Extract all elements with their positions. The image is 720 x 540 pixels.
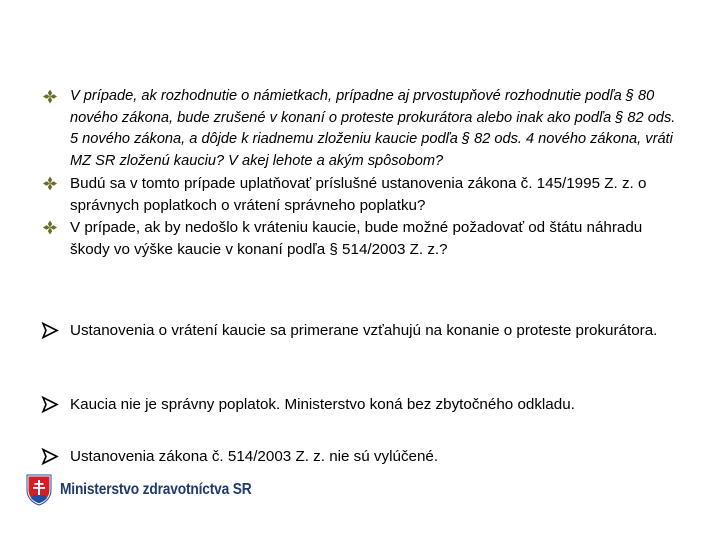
list-item bbox=[40, 86, 680, 172]
answer-text: Ustanovenia o vrátení kaucie sa primerane vzťahujú na konanie o proteste prokurátora. bbox=[70, 322, 658, 339]
slovak-coat-of-arms-icon bbox=[26, 474, 52, 506]
ministry-name: Ministerstvo zdravotníctva SR bbox=[60, 481, 252, 498]
ministry-logo bbox=[26, 474, 283, 506]
answer-item bbox=[40, 446, 680, 468]
diamond-bullet-icon bbox=[40, 173, 60, 194]
answer-item bbox=[40, 394, 680, 416]
list-item bbox=[40, 173, 680, 216]
answer-text: Ustanovenia zákona č. 514/2003 Z. z. nie sú vylúčené. bbox=[70, 448, 439, 465]
question-list bbox=[40, 86, 680, 260]
arrow-bullet-icon bbox=[40, 446, 60, 467]
question-text: V prípade, ak by nedošlo k vráteniu kaucie, bude možné požadovať od štátu náhradu škody vo výške kaucie v konaní podľa § 514/2003 Z. z.? bbox=[70, 219, 643, 258]
question-text: Budú sa v tomto prípade uplatňovať príslušné ustanovenia zákona č. 145/1995 Z. z. o správnych poplatkoch o vrátení správneho poplatku? bbox=[70, 175, 647, 214]
diamond-bullet-icon bbox=[40, 217, 60, 238]
answer-item bbox=[40, 320, 680, 342]
arrow-bullet-icon bbox=[40, 394, 60, 415]
answer-text: Kaucia nie je správny poplatok. Ministerstvo koná bez zbytočného odkladu. bbox=[70, 396, 575, 413]
diamond-bullet-icon bbox=[40, 86, 60, 107]
list-item bbox=[40, 217, 680, 260]
arrow-bullet-icon bbox=[40, 320, 60, 341]
question-text: V prípade, ak rozhodnutie o námietkach, prípadne aj prvostupňové rozhodnutie podľa § 80 nového zákona, bude zrušené v konaní o proteste prokurátora alebo inak ako podľa § 82 ods. 5 nového zákona, a dôjde k riadnemu zloženiu kaucie podľa § 82 ods. 4 nového zákona, vráti MZ SR zloženú kauciu? V akej lehote a akým spôsobom? bbox=[70, 88, 676, 169]
